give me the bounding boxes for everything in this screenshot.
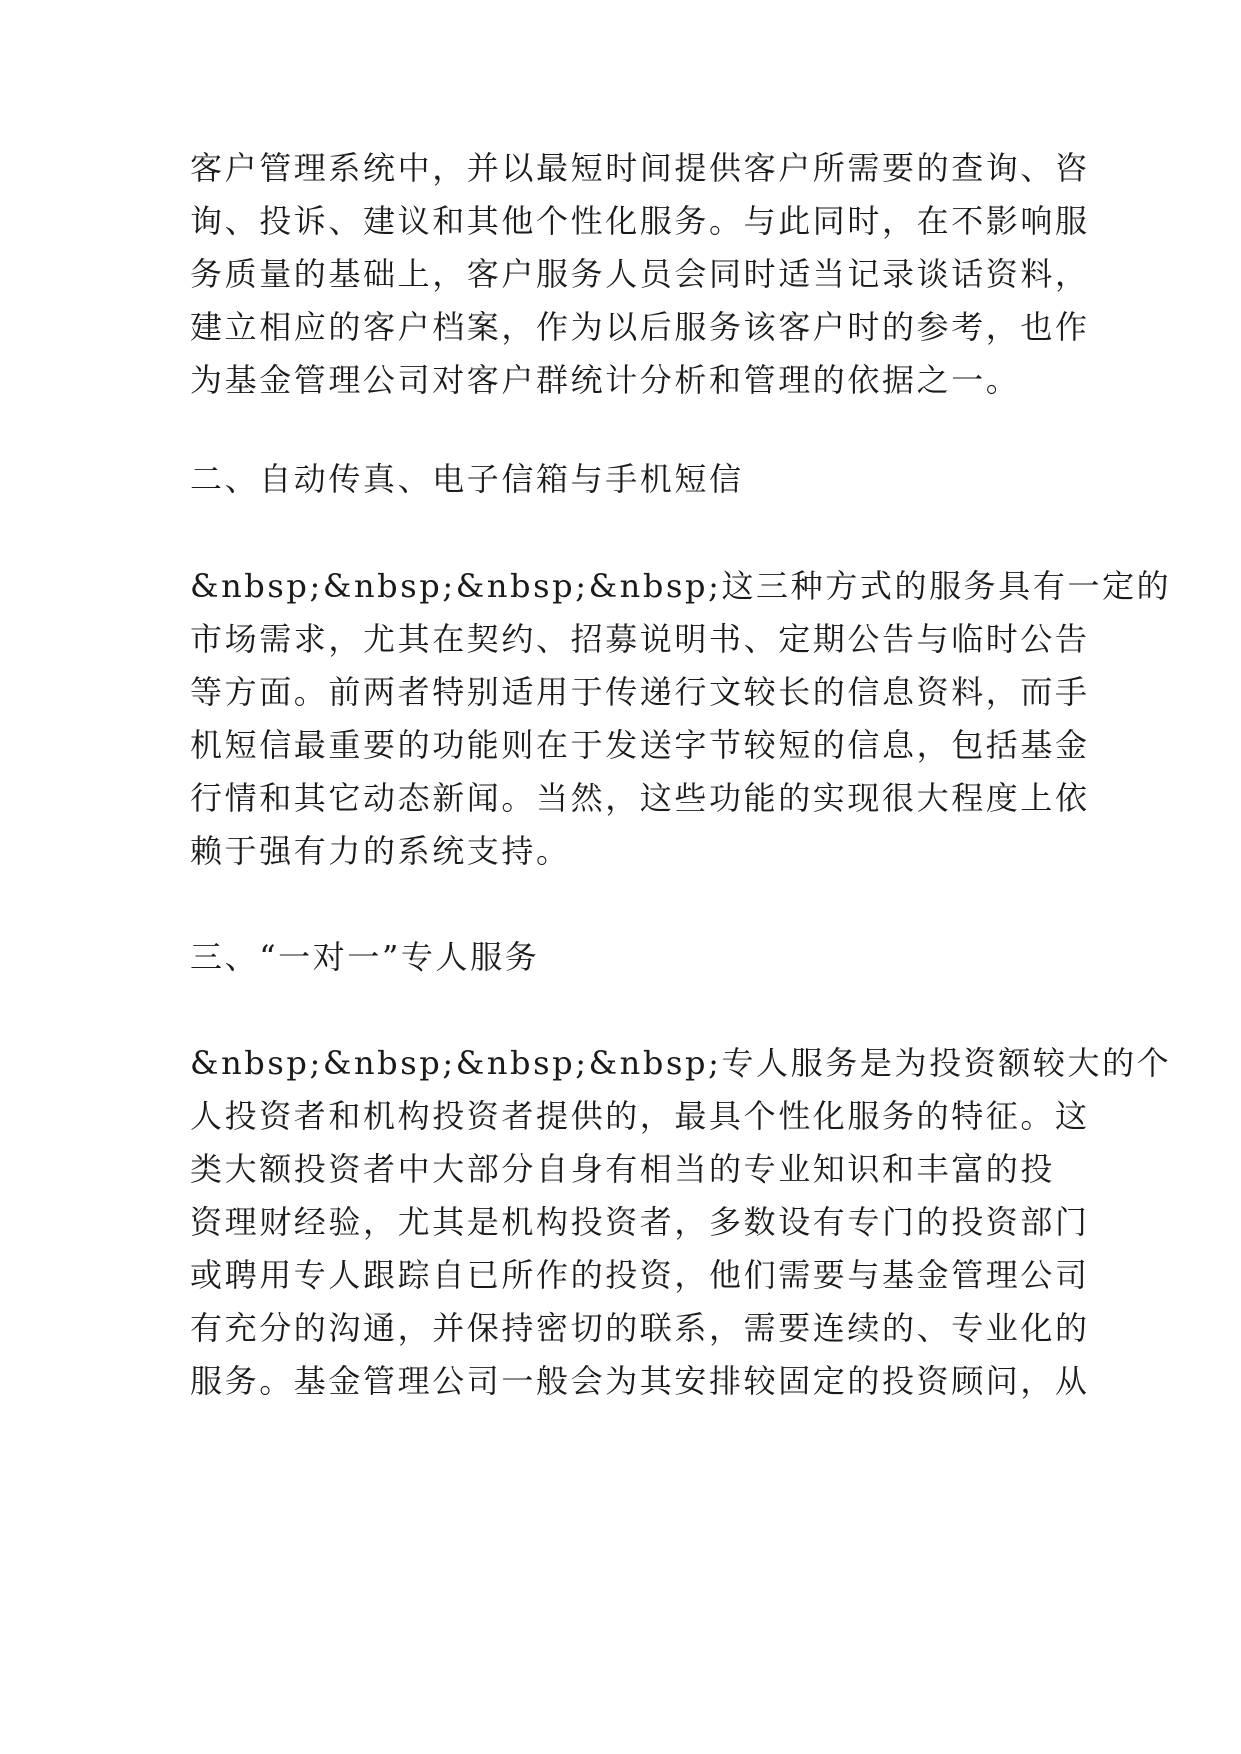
paragraph-3-line-4: 资理财经验，尤其是机构投资者，多数设有专门的投资部门 bbox=[190, 1203, 1090, 1241]
paragraph-1-line-4: 建立相应的客户档案，作为以后服务该客户时的参考，也作 bbox=[190, 308, 1090, 346]
paragraph-1-line-1: 客户管理系统中，并以最短时间提供客户所需要的查询、咨 bbox=[190, 149, 1090, 187]
paragraph-2-line-5: 行情和其它动态新闻。当然，这些功能的实现很大程度上依 bbox=[190, 779, 1090, 817]
paragraph-3-line-1: &nbsp;&nbsp;&nbsp;&nbsp;专人服务是为投资额较大的个 bbox=[190, 1044, 1172, 1082]
paragraph-2-line-1: &nbsp;&nbsp;&nbsp;&nbsp;这三种方式的服务具有一定的 bbox=[190, 567, 1172, 605]
paragraph-2-line-2: 市场需求，尤其在契约、招募说明书、定期公告与临时公告 bbox=[190, 620, 1090, 658]
paragraph-3-line-3: 类大额投资者中大部分自身有相当的专业知识和丰富的投 bbox=[190, 1150, 1056, 1188]
paragraph-1-line-5: 为基金管理公司对客户群统计分析和管理的依据之一。 bbox=[190, 361, 1021, 399]
paragraph-3-line-5: 或聘用专人跟踪自已所作的投资，他们需要与基金管理公司 bbox=[190, 1256, 1090, 1294]
paragraph-1-line-3: 务质量的基础上，客户服务人员会同时适当记录谈话资料， bbox=[190, 255, 1090, 293]
paragraph-3-line-7: 服务。基金管理公司一般会为其安排较固定的投资顾问，从 bbox=[190, 1362, 1090, 1400]
paragraph-1-line-2: 询、投诉、建议和其他个性化服务。与此同时，在不影响服 bbox=[190, 202, 1090, 240]
paragraph-3-line-6: 有充分的沟通，并保持密切的联系，需要连续的、专业化的 bbox=[190, 1309, 1090, 1347]
paragraph-2-line-3: 等方面。前两者特别适用于传递行文较长的信息资料，而手 bbox=[190, 673, 1090, 711]
section-heading-3: 三、“一对一”专人服务 bbox=[190, 938, 540, 976]
paragraph-2-line-4: 机短信最重要的功能则在于发送字节较短的信息，包括基金 bbox=[190, 726, 1090, 764]
section-heading-2: 二、自动传真、电子信箱与手机短信 bbox=[190, 460, 744, 498]
paragraph-3-line-2: 人投资者和机构投资者提供的，最具个性化服务的特征。这 bbox=[190, 1097, 1090, 1135]
paragraph-2-line-6: 赖于强有力的系统支持。 bbox=[190, 832, 571, 870]
